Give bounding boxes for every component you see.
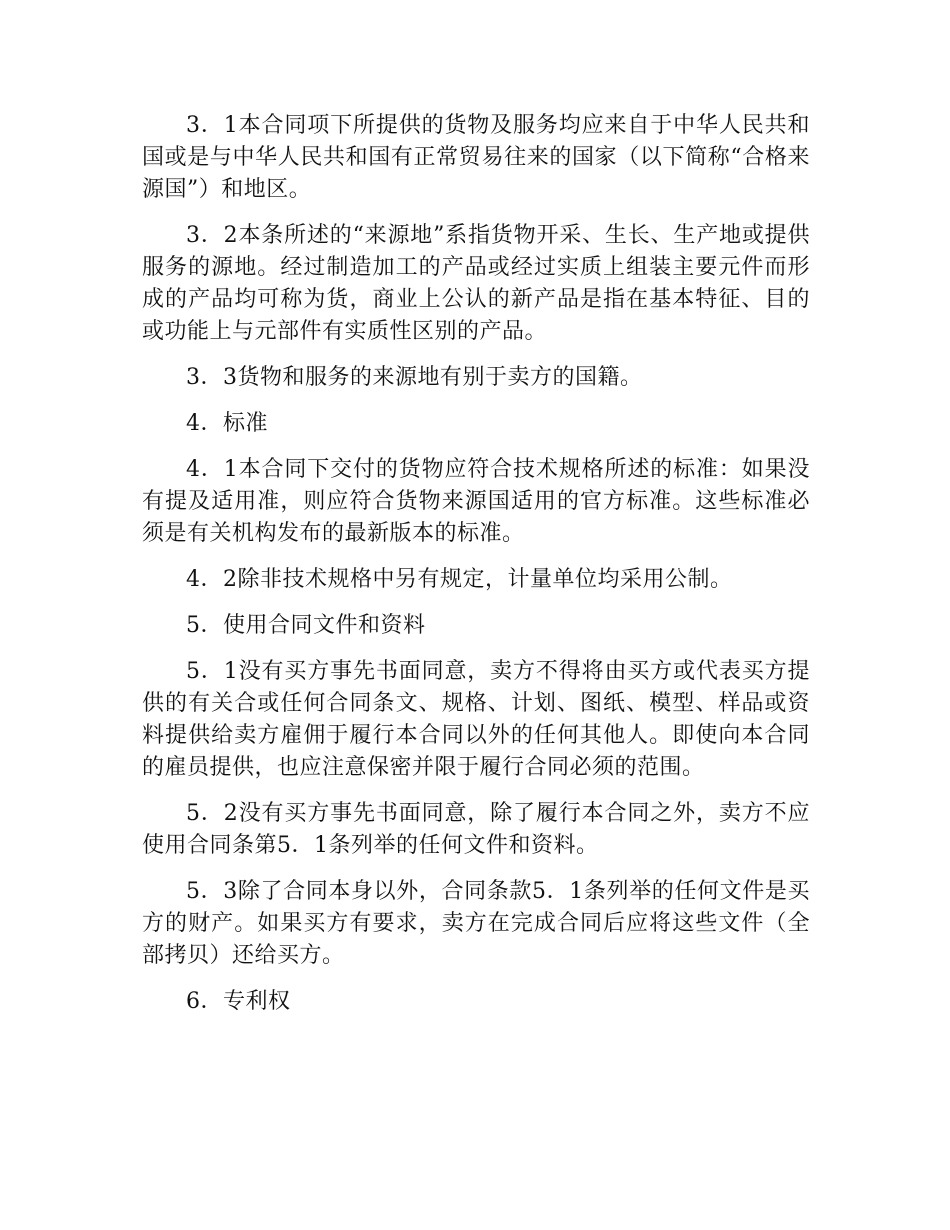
- paragraph-4-2: 4．2除非技术规格中另有规定，计量单位均采用公制。: [186, 567, 733, 592]
- paragraph-3-2: 3．2本条所述的“来源地”系指货物开采、生长、生产地或提供服务的源地。经过制造加工的产品或经过实质上组装主要元件而形成的产品均可称为货，商业上公认的新产品是指在基本特征、目的或功能上与元部件有实质性区别的产品。: [142, 223, 810, 344]
- section-heading-6: 6．专利权: [186, 989, 291, 1014]
- paragraph-4-1: 4．1本合同下交付的货物应符合技术规格所述的标准：如果没有提及适用准，则应符合货物来源国适用的官方标准。这些标准必须是有关机构发布的最新版本的标准。: [142, 457, 810, 546]
- paragraph-5-2: 5．2没有买方事先书面同意，除了履行本合同之外，卖方不应使用合同条第5．1条列举的任何文件和资料。: [142, 801, 810, 858]
- paragraph-5-3: 5．3除了合同本身以外，合同条款5．1条列举的任何文件是买方的财产。如果买方有要求，卖方在完成合同后应将这些文件（全部拷贝）还给买方。: [142, 879, 810, 968]
- paragraph-5-1: 5．1没有买方事先书面同意，卖方不得将由买方或代表买方提供的有关合或任何合同条文、规格、计划、图纸、模型、样品或资料提供给卖方雇佣于履行本合同以外的任何其他人。即使向本合同的雇员提供，也应注意保密并限于履行合同必须的范围。: [142, 659, 810, 780]
- section-heading-5: 5．使用合同文件和资料: [186, 613, 426, 638]
- paragraph-3-3: 3．3货物和服务的来源地有别于卖方的国籍。: [186, 365, 643, 390]
- paragraph-3-1: 3．1本合同项下所提供的货物及服务均应来自于中华人民共和国或是与中华人民共和国有正常贸易往来的国家（以下简称“合格来源国”）和地区。: [142, 113, 810, 202]
- section-heading-4: 4．标准: [186, 411, 268, 436]
- document-page: [142, 110, 810, 1032]
